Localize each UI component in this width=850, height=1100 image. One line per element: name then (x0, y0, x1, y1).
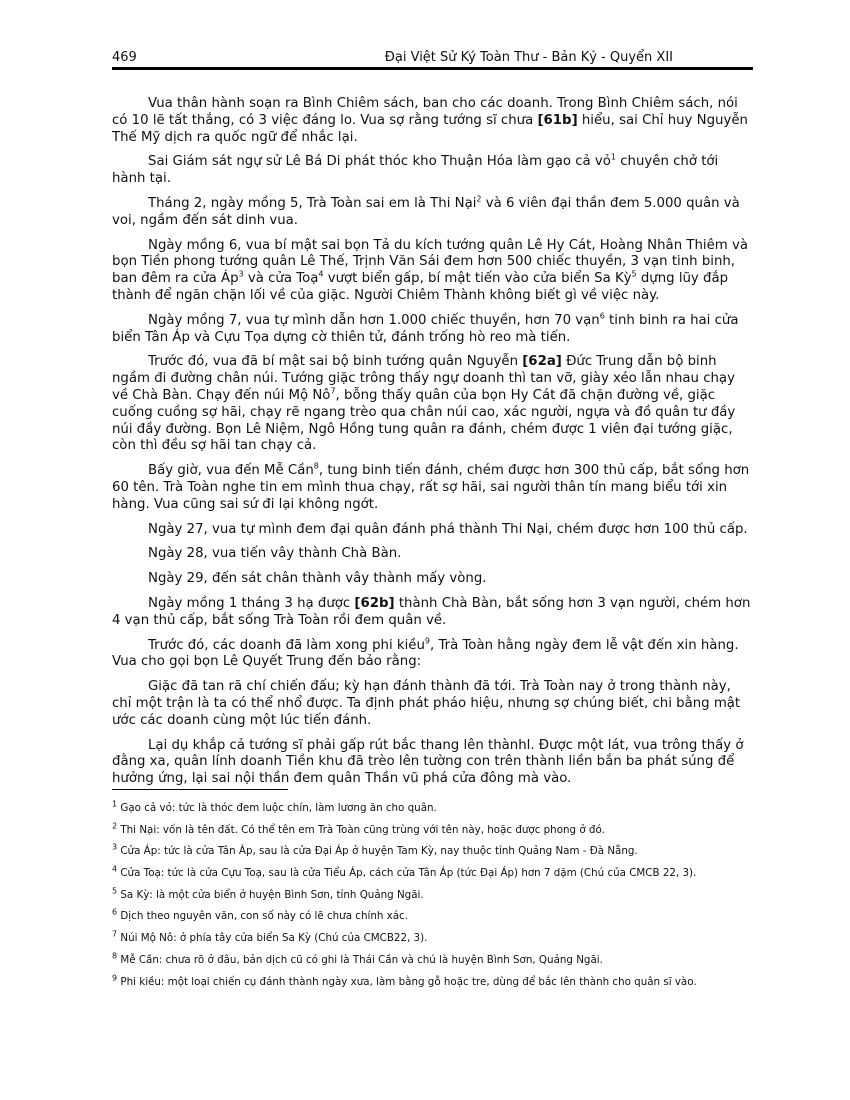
footnote-marker: 7 (330, 386, 336, 396)
paragraph (112, 571, 753, 588)
text-run: vượt biển gấp, bí mật tiến vào cửa biển Sa Kỳ (323, 271, 632, 287)
text-run: Ngày mồng 1 tháng 3 hạ được (148, 595, 355, 611)
footnote (112, 821, 753, 837)
text-run: , tung binh tiến đánh, chém được hơn 300 thủ cấp, bắt sống hơn 60 tên. Trà Toàn nghe tin em mình thua chạy, rất sợ hãi, sai người thân tín mang biểu tới xin hàng. Vua cũng sai sứ đi lại không ngớt. (112, 463, 750, 512)
footnote-number: 2 (112, 821, 118, 831)
text-run: Ngày mồng 6, vua bí mật sai bọn Tả du kích tướng quân Lê Hy Cát, Hoàng Nhân Thiêm và bọn Tiền phong tướng quân Lê Thế, Trịnh Văn Sái đem hơn 500 chiếc thuyền, 3 vạn tinh binh, ban đêm ra cửa Áp (112, 237, 748, 287)
page-number: 469 (112, 50, 137, 65)
text-run: Ngày 27, vua tự mình đem đại quân đánh phá thành Thi Nại, chém được hơn 100 thủ cấp. (148, 521, 748, 537)
footnote-text: Núi Mộ Nô: ở phía tây cửa biển Sa Kỳ (Chú của CMCB22, 3). (117, 932, 428, 945)
paragraph (112, 546, 753, 563)
footnote-marker: 4 (318, 269, 324, 279)
paragraph (112, 463, 753, 513)
text-run: Bấy giờ, vua đến Mễ Cần (148, 463, 314, 479)
paragraph (112, 679, 753, 729)
footnote (112, 799, 753, 815)
text-run: Trước đó, vua đã bí mật sai bộ binh tướng quân Nguyễn (148, 354, 523, 370)
footnote-number: 1 (112, 799, 118, 809)
paragraph (112, 522, 753, 539)
paragraph (112, 638, 753, 672)
footnote (112, 973, 753, 989)
footnote (112, 864, 753, 880)
folio-reference: [62a] (522, 354, 562, 370)
text-run: Vua thân hành soạn ra Bình Chiêm sách, ban cho các doanh. Trong Bình Chiêm sách, nói có 10 lẽ tất thắng, có 3 việc đáng lo. Vua sợ rằng tướng sĩ chưa (112, 96, 738, 128)
paragraph (112, 96, 753, 146)
paragraph (112, 596, 753, 630)
footnote (112, 886, 753, 902)
footnote-number: 9 (112, 973, 118, 983)
footnote (112, 842, 753, 858)
running-title: Đại Việt Sử Ký Toàn Thư - Bản Kỷ - Quyển XII (384, 50, 673, 65)
paragraph (112, 238, 753, 305)
footnote (112, 910, 753, 923)
text-run: Tháng 2, ngày mồng 5, Trà Toàn sai em là Thi Nại (148, 195, 477, 211)
footnote-marker: 9 (424, 636, 430, 646)
footnote-number: 4 (112, 864, 118, 874)
footnote-number: 6 (112, 908, 118, 918)
footnote-text: Cửa Áp: tức là cửa Tân Áp, sau là cửa Đại Áp ở huyện Tam Kỳ, nay thuộc tỉnh Quảng Nam - Đà Nẵng. (117, 845, 638, 858)
footnote-marker: 5 (631, 269, 637, 279)
footnote-separator (112, 789, 288, 790)
footnote-marker: 8 (313, 461, 319, 471)
header-rule (112, 67, 753, 70)
text-run: tinh binh ra hai cửa biển Tân Áp và Cựu Tọa dựng cờ thiên tử, đánh trống hò reo mà tiến. (112, 312, 739, 345)
footnote-text: Thi Nại: vốn là tên đất. Có thể tên em Trà Toàn cũng trùng với tên này, hoặc được phong ở đó. (117, 823, 605, 836)
footnote (112, 929, 753, 945)
paragraph (112, 154, 753, 188)
body-text (112, 96, 753, 796)
footnote-text: Mễ Cần: chưa rõ ở đâu, bản dịch cũ có ghi là Thái Cần và chú là huyện Bình Sơn, Quảng Ngãi. (117, 953, 603, 966)
footnote-text: Gạo cả vỏ: tức là thóc đem luộc chín, làm lương ăn cho quân. (117, 802, 437, 814)
footnote-marker: 2 (476, 194, 482, 204)
folio-reference: [62b] (354, 595, 395, 611)
footnote-marker: 1 (610, 152, 616, 162)
footnote (112, 951, 753, 967)
footnote-text: Cửa Toạ: tức là cửa Cựu Toạ, sau là cửa Tiểu Áp, cách cửa Tân Áp (tức Đại Áp) hơn 7 dặm (Chú của CMCB 22, 3). (117, 867, 697, 880)
footnote-number: 5 (112, 886, 118, 896)
text-run: , Trà Toàn hằng ngày đem lễ vật đến xin hàng. Vua cho gọi bọn Lê Quyết Trung đến bảo rằng: (112, 637, 739, 670)
text-run: hiểu, sai Chỉ huy Nguyễn Thế Mỹ dịch ra quốc ngữ để nhắc lại. (112, 112, 748, 145)
text-run: Trước đó, các doanh đã làm xong phi kiều (148, 637, 425, 653)
paragraph (112, 738, 753, 788)
footnote-marker: 3 (238, 269, 244, 279)
text-run: Giặc đã tan rã chí chiến đấu; kỳ hạn đánh thành đã tới. Trà Toàn nay ở trong thành này, chỉ một trận là ta có thể nhổ được. Ta định phát pháo hiệu, nhưng sợ chúng biết, chi bằng mật ước các doanh cùng một lúc tiến đánh. (112, 679, 741, 728)
text-run: Lại dụ khắp cả tướng sĩ phải gấp rút bắc thang lên thànhl. Được một lát, vua trông thấy ở đằng xa, quân lính doanh Tiền khu đã trèo lên tường con trên thành liền bắn ba phát súng để hưởng ứng, lại sai nội thần đem quân Thần vũ phá cửa đông mà vào. (112, 737, 744, 787)
text-run: Ngày 29, đến sát chân thành vây thành mấy vòng. (148, 571, 487, 587)
footnotes (112, 799, 753, 997)
footnote-text: Sa Kỳ: là một cửa biển ở huyện Bình Sơn, tỉnh Quảng Ngãi. (117, 888, 424, 901)
footnote-number: 3 (112, 842, 118, 852)
text-run: , bỗng thấy quân của bọn Hy Cát đã chặn đường về, giặc cuống cuồng sợ hãi, chạy rẽ ngang trèo qua chân núi cao, xác người, ngựa và đồ quân tư đầy núi đầy đường. Bọn Lê Niệm, Ngô Hồng tung quân ra đánh, chém được 1 viên đại tướng giặc, còn thì đều sợ hãi tan chạy cả. (112, 387, 736, 454)
footnote-text: Phi kiều: một loại chiến cụ đánh thành ngày xưa, làm bằng gỗ hoặc tre, dùng để bắc lên thành cho quân sĩ vào. (117, 975, 697, 988)
text-run: và cửa Toạ (243, 271, 319, 287)
text-run: dựng lũy đắp thành để ngăn chặn lối về của giặc. Người Chiêm Thành không biết gì về việc này. (112, 271, 729, 303)
paragraph (112, 313, 753, 347)
text-run: và 6 viên đại thần đem 5.000 quân và voi, ngầm đến sát dinh vua. (112, 195, 740, 228)
footnote-number: 8 (112, 951, 118, 961)
footnote-number: 7 (112, 929, 118, 939)
footnote-marker: 6 (599, 311, 605, 321)
text-run: Ngày 28, vua tiến vây thành Chà Bàn. (148, 546, 402, 562)
text-run: chuyên chở tới hành tại. (112, 154, 719, 187)
page-header (112, 46, 753, 68)
text-run: thành Chà Bàn, bắt sống hơn 3 vạn người, chém hơn 4 vạn thủ cấp, bắt sống Trà Toàn rồi đem quân về. (112, 595, 751, 628)
paragraph (112, 196, 753, 230)
text-run: Ngày mồng 7, vua tự mình dẫn hơn 1.000 chiếc thuyền, hơn 70 vạn (148, 312, 600, 328)
text-run: Sai Giám sát ngự sử Lê Bá Di phát thóc kho Thuận Hóa làm gạo cả vỏ (148, 154, 611, 170)
paragraph (112, 354, 753, 455)
text-run: Đức Trung dẫn bộ binh ngầm đi đường chân núi. Tướng giặc trông thấy ngự doanh thì tan vỡ, giày xéo lẫn nhau chạy về Chà Bàn. Chạy đến núi Mộ Nô (112, 354, 735, 403)
footnote-text: Dịch theo nguyên văn, con số này có lẽ chưa chính xác. (117, 910, 408, 923)
folio-reference: [61b] (537, 112, 578, 128)
